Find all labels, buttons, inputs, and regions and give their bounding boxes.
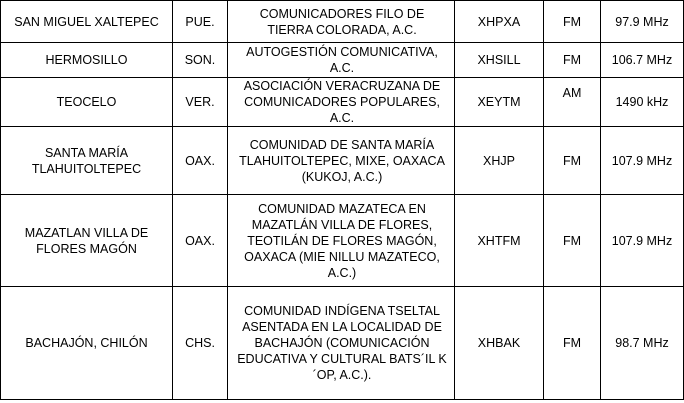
table-row [1, 127, 684, 195]
frequency-cell: 107.9 MHz [601, 195, 684, 287]
locality-cell: TEOCELO [1, 78, 173, 127]
state-cell: OAX. [173, 127, 228, 195]
band-cell: FM [544, 1, 601, 43]
organization-cell: ASOCIACIÓN VERACRUZANA DE COMUNICADORES POPULARES, A.C. [228, 78, 455, 127]
state-cell: OAX. [173, 195, 228, 287]
call-sign-cell: XHTFM [455, 195, 544, 287]
call-sign-cell: XEYTM [455, 78, 544, 127]
frequency-cell: 107.9 MHz [601, 127, 684, 195]
organization-cell: COMUNIDAD DE SANTA MARÍA TLAHUITOLTEPEC, MIXE, OAXACA (KUKOJ, A.C.) [228, 127, 455, 195]
organization-cell: COMUNIDAD INDÍGENA TSELTAL ASENTADA EN LA LOCALIDAD DE BACHAJÓN (COMUNICACIÓN EDUCATIVA Y CULTURAL BATS´IL K´OP, A.C.). [228, 287, 455, 400]
call-sign-cell: XHJP [455, 127, 544, 195]
table-row [1, 78, 684, 127]
frequency-cell: 1490 kHz [601, 78, 684, 127]
frequency-cell: 98.7 MHz [601, 287, 684, 400]
band-cell: FM [544, 287, 601, 400]
band-cell: FM [544, 127, 601, 195]
frequency-cell: 106.7 MHz [601, 43, 684, 78]
state-cell: PUE. [173, 1, 228, 43]
call-sign-cell: XHPXA [455, 1, 544, 43]
band-cell: AM [544, 78, 601, 127]
organization-cell: COMUNIDAD MAZATECA EN MAZATLÁN VILLA DE FLORES, TEOTILÁN DE FLORES MAGÓN, OAXACA (MIE NILLU MAZATECO, A.C.) [228, 195, 455, 287]
band-cell: FM [544, 195, 601, 287]
state-cell: VER. [173, 78, 228, 127]
locality-cell: BACHAJÓN, CHILÓN [1, 287, 173, 400]
table-row [1, 43, 684, 78]
locality-cell: MAZATLAN VILLA DE FLORES MAGÓN [1, 195, 173, 287]
call-sign-cell: XHSILL [455, 43, 544, 78]
table-row [1, 287, 684, 400]
organization-cell: AUTOGESTIÓN COMUNICATIVA, A.C. [228, 43, 455, 78]
call-sign-cell: XHBAK [455, 287, 544, 400]
organization-cell: COMUNICADORES FILO DE TIERRA COLORADA, A.C. [228, 1, 455, 43]
locality-cell: HERMOSILLO [1, 43, 173, 78]
locality-cell: SAN MIGUEL XALTEPEC [1, 1, 173, 43]
state-cell: SON. [173, 43, 228, 78]
table-row [1, 195, 684, 287]
locality-cell: SANTA MARÍA TLAHUITOLTEPEC [1, 127, 173, 195]
frequency-cell: 97.9 MHz [601, 1, 684, 43]
table-row [1, 1, 684, 43]
band-cell: FM [544, 43, 601, 78]
state-cell: CHS. [173, 287, 228, 400]
